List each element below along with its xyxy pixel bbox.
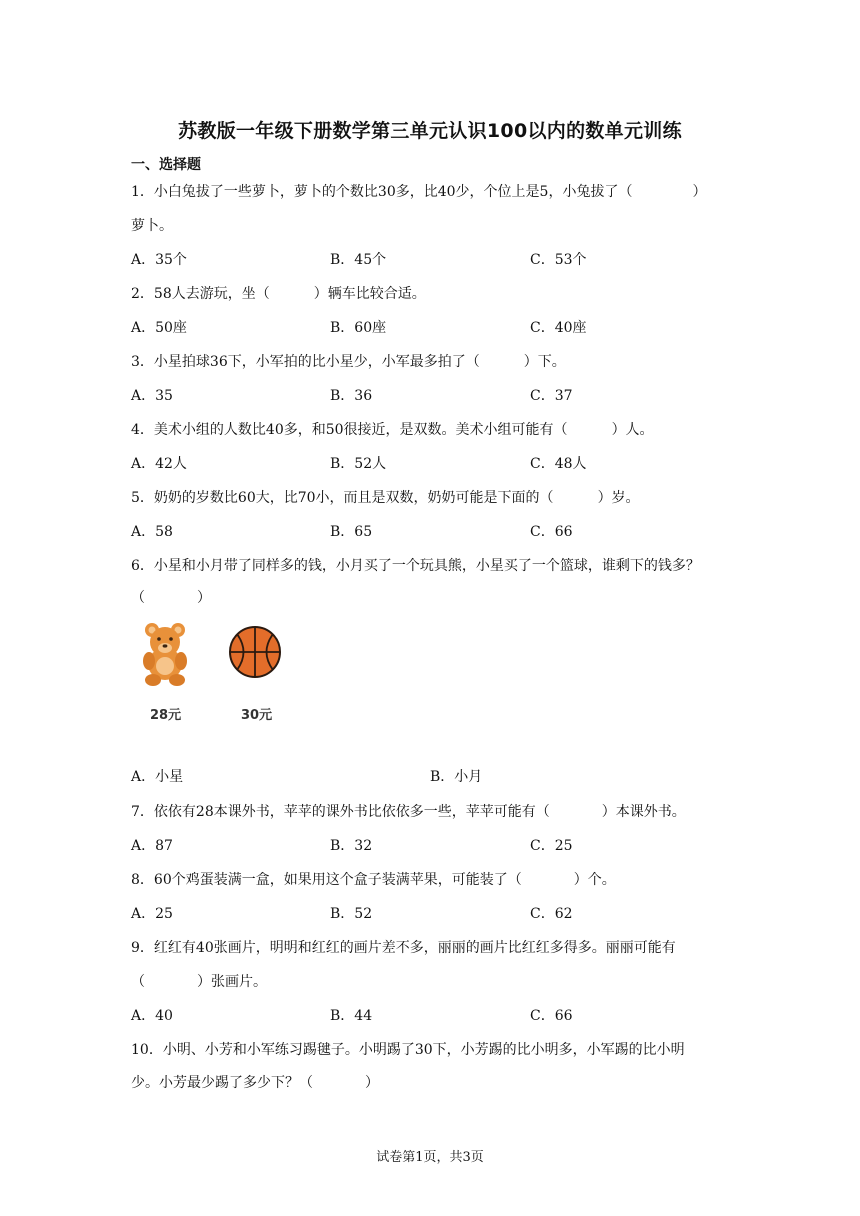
question-10-cont: 少。小芳最少踢了多少下？（ ） bbox=[131, 1075, 379, 1091]
q2-option-c[interactable]: C．40座 bbox=[530, 320, 587, 336]
q3-option-a[interactable]: A．35 bbox=[131, 388, 173, 404]
q6-option-a[interactable]: A．小星 bbox=[131, 769, 184, 785]
q5-option-a[interactable]: A．58 bbox=[131, 524, 173, 540]
q6-items-svg bbox=[138, 618, 298, 688]
q1-option-b[interactable]: B．45个 bbox=[330, 252, 387, 268]
question-10: 10．小明、小芳和小军练习踢毽子。小明踢了30下，小芳踢的比小明多，小军踢的比小明 bbox=[131, 1042, 685, 1058]
question-9-cont: （ ）张画片。 bbox=[131, 974, 267, 990]
section-heading: 一、选择题 bbox=[131, 157, 201, 173]
question-5: 5．奶奶的岁数比60大，比70小，而且是双数，奶奶可能是下面的（ ）岁。 bbox=[131, 490, 640, 506]
q9-option-a[interactable]: A．40 bbox=[131, 1008, 173, 1024]
question-6: 6．小星和小月带了同样多的钱，小月买了一个玩具熊，小星买了一个篮球，谁剩下的钱多？ bbox=[131, 558, 700, 574]
question-2: 2．58人去游玩，坐（ ）辆车比较合适。 bbox=[131, 286, 426, 302]
q8-option-c[interactable]: C．62 bbox=[530, 906, 573, 922]
question-3: 3．小星拍球36下，小军拍的比小星少，小军最多拍了（ ）下。 bbox=[131, 354, 566, 370]
q8-option-a[interactable]: A．25 bbox=[131, 906, 173, 922]
q1-option-a[interactable]: A．35个 bbox=[131, 252, 187, 268]
q7-option-a[interactable]: A．87 bbox=[131, 838, 173, 854]
question-9: 9．红红有40张画片，明明和红红的画片差不多，丽丽的画片比红红多得多。丽丽可能有 bbox=[131, 940, 676, 956]
question-7: 7．依依有28本课外书，苹苹的课外书比依依多一些，苹苹可能有（ ）本课外书。 bbox=[131, 804, 686, 820]
question-4: 4．美术小组的人数比40多，和50很接近，是双数。美术小组可能有（ ）人。 bbox=[131, 422, 654, 438]
q4-option-c[interactable]: C．48人 bbox=[530, 456, 587, 472]
q1-option-c[interactable]: C．53个 bbox=[530, 252, 587, 268]
question-8: 8．60个鸡蛋装满一盒，如果用这个盒子装满苹果，可能装了（ ）个。 bbox=[131, 872, 616, 888]
q9-option-c[interactable]: C．66 bbox=[530, 1008, 573, 1024]
q7-option-c[interactable]: C．25 bbox=[530, 838, 573, 854]
q6-figure bbox=[138, 618, 298, 728]
q3-option-c[interactable]: C．37 bbox=[530, 388, 573, 404]
teddy-bear-icon bbox=[143, 623, 187, 686]
basketball-icon bbox=[230, 627, 280, 677]
q5-option-c[interactable]: C．66 bbox=[530, 524, 573, 540]
page-footer: 试卷第1页，共3页 bbox=[376, 1150, 484, 1165]
page-title: 苏教版一年级下册数学第三单元认识100以内的数单元训练 bbox=[178, 120, 682, 142]
q7-option-b[interactable]: B．32 bbox=[330, 838, 373, 854]
bear-price: 28元 bbox=[150, 708, 182, 723]
q4-option-b[interactable]: B．52人 bbox=[330, 456, 387, 472]
q2-option-b[interactable]: B．60座 bbox=[330, 320, 387, 336]
question-6-cont: （ ） bbox=[131, 590, 211, 606]
ball-price: 30元 bbox=[241, 708, 273, 723]
question-1-cont: 萝卜。 bbox=[131, 218, 173, 234]
q8-option-b[interactable]: B．52 bbox=[330, 906, 373, 922]
q6-option-b[interactable]: B．小月 bbox=[430, 769, 483, 785]
q4-option-a[interactable]: A．42人 bbox=[131, 456, 187, 472]
q2-option-a[interactable]: A．50座 bbox=[131, 320, 187, 336]
q5-option-b[interactable]: B．65 bbox=[330, 524, 373, 540]
q3-option-b[interactable]: B．36 bbox=[330, 388, 373, 404]
q9-option-b[interactable]: B．44 bbox=[330, 1008, 373, 1024]
question-1: 1．小白兔拔了一些萝卜，萝卜的个数比30多，比40少，个位上是5，小兔拔了（ ） bbox=[131, 184, 707, 200]
